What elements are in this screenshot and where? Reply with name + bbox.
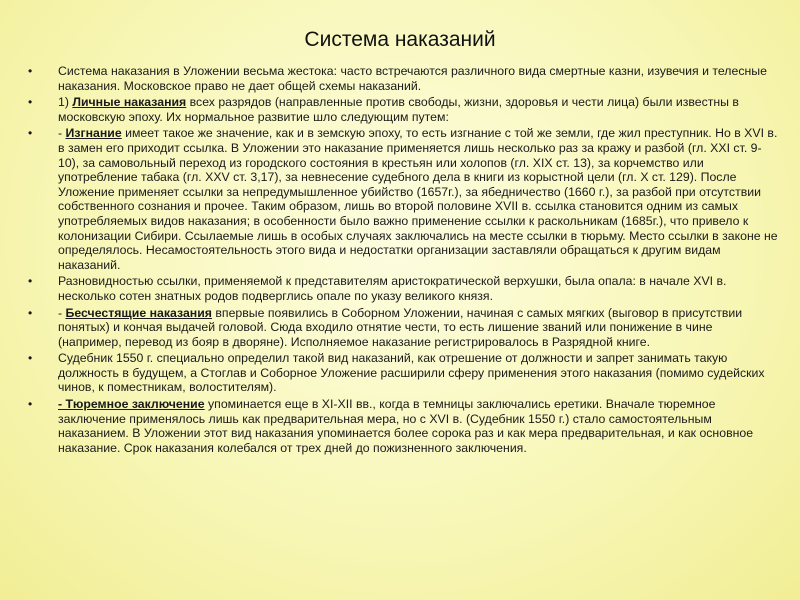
bullet-item: • Система наказания в Уложении весьма жестока: часто встречаются различного вида смертные казни, изувечия и телесные наказания. Московское право не дает общей схемы наказаний.	[26, 64, 778, 93]
item-lead: -	[58, 305, 66, 320]
bullet-item	[26, 95, 778, 124]
item-text: Разновидностью ссылки, применяемой к представителям аристократической верхушки, была опала: в начале XVI в. несколько сотен знатных родов подверглись опале по указу великого князя.	[58, 274, 727, 303]
item-lead: 1)	[58, 95, 73, 110]
bullet-item	[26, 306, 778, 350]
item-emphasis: Бесчестящие наказания	[65, 305, 212, 320]
item-emphasis: Изгнание	[65, 126, 122, 141]
item-text: Судебник 1550 г. специально определил такой вид наказаний, как отрешение от должности и запрет занимать такую должность в будущем, а Стоглав и Соборное Уложение расширили сферу применения этого наказания (помимо судейских чинов, к поместникам, волостителям).	[58, 351, 765, 395]
slide-title: Система наказаний	[304, 28, 496, 51]
item-emphasis: - Тюремное заключение	[58, 397, 205, 412]
item-text: всех разрядов (направленные против свободы, жизни, здоровья и чести лица) были известны в московскую эпоху. Их нормальное развитие шло следующим путем:	[58, 95, 739, 124]
bullet-item	[26, 126, 778, 272]
bullet-item	[26, 397, 778, 455]
bullet-item	[26, 351, 778, 395]
bullet-list	[26, 64, 778, 457]
item-lead: -	[58, 126, 66, 141]
item-text: впервые появились в Соборном Уложении, начиная с самых мягких (выговор в присутствии понятых) и кончая выдачей головой. Сюда входило отнятие чести, то есть лишение званий или понижение в чине (например, перевод из бояр в дворяне). Исполняемое наказание регистрировалось в Разрядной книге.	[58, 305, 743, 349]
bullet-item	[26, 274, 778, 303]
item-text: упоминается еще в XI-XII вв., когда в темницы заключались еретики. Вначале тюремное заключение применялось лишь как предварительная мера, но с XVI в. (Судебник 1550 г.) стало самостоятельным наказанием. В Уложении этот вид наказания упоминается более сорока раз и как мера предварительная, и как основное наказание. Срок наказания колебался от трех дней до пожизненного заключения.	[58, 397, 754, 455]
item-emphasis: Личные наказания	[72, 95, 187, 110]
item-text: имеет такое же значение, как и в земскую эпоху, то есть изгнание с той же земли, где жил преступник. Но в XVI в. в замен его приходит ссылка. В Уложении это наказание применяется лишь несколько раз за кражу и разбой (гл. XXI ст. 9-10), за самовольный переход из городского состояния в крестьян или холопов (гл. XIX ст. 13), за корчемство или употребление табака (гл. XXV ст. 3,17), за невнесение судебного дела в книги из корыстной цели (гл. X ст. 129). После Уложение применяет ссылки за непредумышленное убийство (1657г.), за ябедничество (1660 г.), за разбой при отсутствии собственного сознания и прочее. Таким образом, лишь во второй половине XVII в. ссылка становится одним из самых употребляемых видов наказания; в особенности было важно применение ссылки к раскольникам (1685г.), что привело к колонизации Сибири. Ссылаемые лишь в особых случаях заключались на месте ссылки в тюрьму. Место ссылки в законе не определялось. Несамостоятельность этого вида и недостатки организации заставляли обращаться к другим видам наказаний.	[58, 126, 778, 272]
